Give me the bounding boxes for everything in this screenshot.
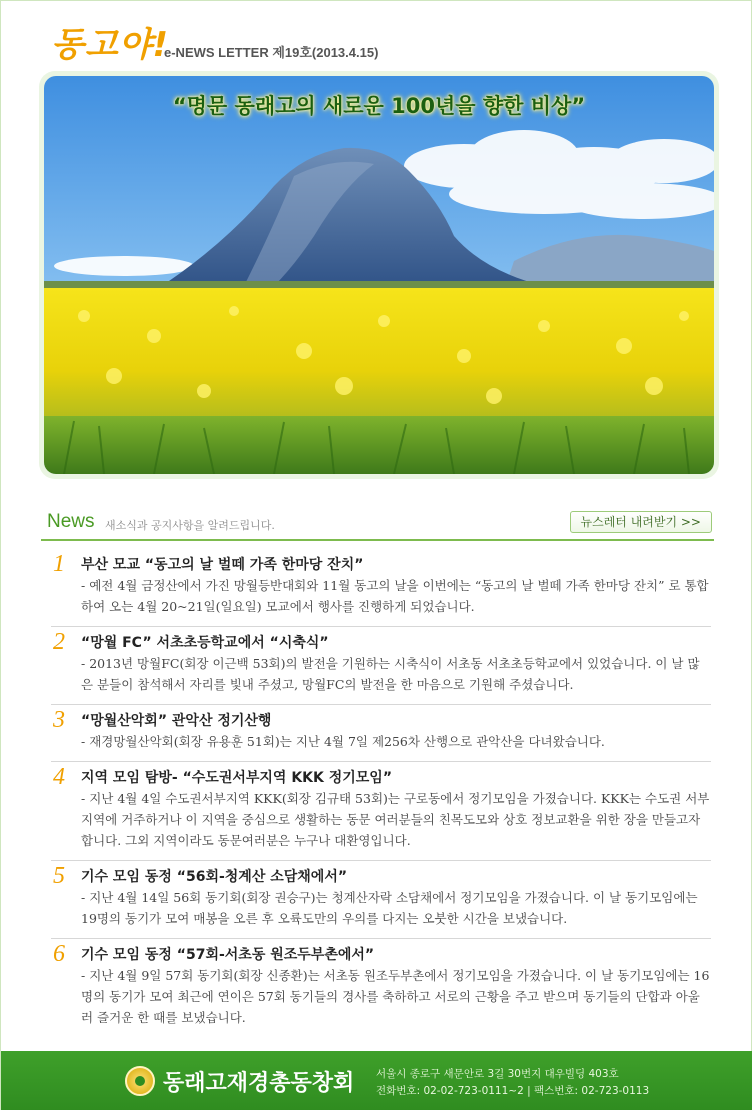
footer-address: 서울시 종로구 새문안로 3길 30번지 대우빌딩 403호 xyxy=(376,1068,619,1080)
news-title: News xyxy=(47,511,95,532)
item-number: 6 xyxy=(53,941,65,967)
logo-exclamation: ! xyxy=(152,25,170,65)
issue-label: e-NEWS LETTER 제19호(2013.4.15) xyxy=(164,45,379,60)
item-number: 2 xyxy=(53,629,65,655)
news-item-6 xyxy=(51,939,711,1037)
item-headline: 기수 모임 동정 “56회-청계산 소담채에서” xyxy=(81,869,348,885)
item-headline: 지역 모임 탐방- “수도권서부지역 KKK 정기모임” xyxy=(81,770,393,786)
item-body: - 2013년 망월FC(회장 이근백 53회)의 발전을 기원하는 시축식이 서초동 서초초등학교에서 있었습니다. 이 날 많은 분들이 참석해서 자리를 빛내 주셨고, 망월FC의 발전을 한 마음으로 기원해 주셨습니다. xyxy=(81,656,700,692)
hero-image-area xyxy=(44,76,714,474)
organization-name: 동래고재경총동창회 xyxy=(163,1071,355,1096)
hero-banner xyxy=(39,71,719,479)
news-item-3 xyxy=(51,705,711,762)
item-number: 1 xyxy=(53,551,65,577)
item-body: - 지난 4월 14일 56회 동기회(회장 권승구)는 청계산자락 소담채에서 정기모임을 가졌습니다. 이 날 동기모임에는 19명의 동기가 모여 매봉을 오른 후 오륙도만의 우의를 다지는 오붓한 시간을 보냈습니다. xyxy=(81,890,698,926)
footer-bar xyxy=(1,1051,752,1110)
news-item-4 xyxy=(51,762,711,861)
news-list xyxy=(51,549,711,1037)
footer-phone-fax: 전화번호: 02-02-723-0111~2 | 팩스번호: 02-723-0113 xyxy=(376,1085,650,1097)
item-headline: “망월 FC” 서초초등학교에서 “시축식” xyxy=(81,635,329,651)
footer-contact-block xyxy=(376,1066,649,1100)
item-headline: 부산 모교 “동고의 날 벌떼 가족 한마당 잔치” xyxy=(81,557,364,573)
item-body: - 예전 4월 금정산에서 가진 망월등반대회와 11월 동고의 날을 이번에는 “동고의 날 벌떼 가족 한마당 잔치” 로 통합하여 오는 4월 20~21일(일요일) 모교에서 행사를 진행하게 되었습니다. xyxy=(81,578,709,614)
hero-title: “명문 동래고의 새로운 100년을 향한 비상” xyxy=(172,94,586,118)
logo-text: 동고야 xyxy=(51,25,153,65)
news-subtitle: 새소식과 공지사항을 알려드립니다. xyxy=(105,519,275,532)
item-number: 5 xyxy=(53,863,65,889)
item-headline: 기수 모임 동정 “57회-서초동 원조두부촌에서” xyxy=(81,947,375,963)
news-item-2 xyxy=(51,627,711,705)
school-emblem-icon xyxy=(125,1066,155,1096)
news-section-header xyxy=(41,509,714,541)
item-body: - 지난 4월 9일 57회 동기회(회장 신종환)는 서초동 원조두부촌에서 정기모임을 가졌습니다. 이 날 동기모임에는 16명의 동기가 모여 최근에 연이은 57회 동기들의 경사를 축하하고 서로의 근황을 주고 받으며 동기들의 단합과 아울러 즐거운 한 때를 보냈습니다. xyxy=(81,968,710,1025)
newsletter-logo xyxy=(51,17,169,66)
item-number: 3 xyxy=(53,707,65,733)
news-item-5 xyxy=(51,861,711,939)
item-body: - 지난 4월 4일 수도권서부지역 KKK(회장 김규태 53회)는 구로동에서 정기모임을 가졌습니다. KKK는 수도권 서부지역에 거주하거나 이 지역을 중심으로 생활하는 동문 여러분들의 친목도모와 상호 정보교환을 위한 장을 만들고자 합니다. 그외 지역이라도 동문여러분은 누구나 대환영입니다. xyxy=(81,791,710,848)
news-item-1 xyxy=(51,549,711,627)
hero-landscape-image xyxy=(44,76,714,474)
download-newsletter-button[interactable]: 뉴스레터 내려받기 >> xyxy=(570,511,712,533)
item-number: 4 xyxy=(53,764,65,790)
item-body: - 재경망월산악회(회장 유용훈 51회)는 지난 4월 7일 제256차 산행으로 관악산을 다녀왔습니다. xyxy=(81,734,605,749)
item-headline: “망월산악회” 관악산 정기산행 xyxy=(81,713,272,729)
